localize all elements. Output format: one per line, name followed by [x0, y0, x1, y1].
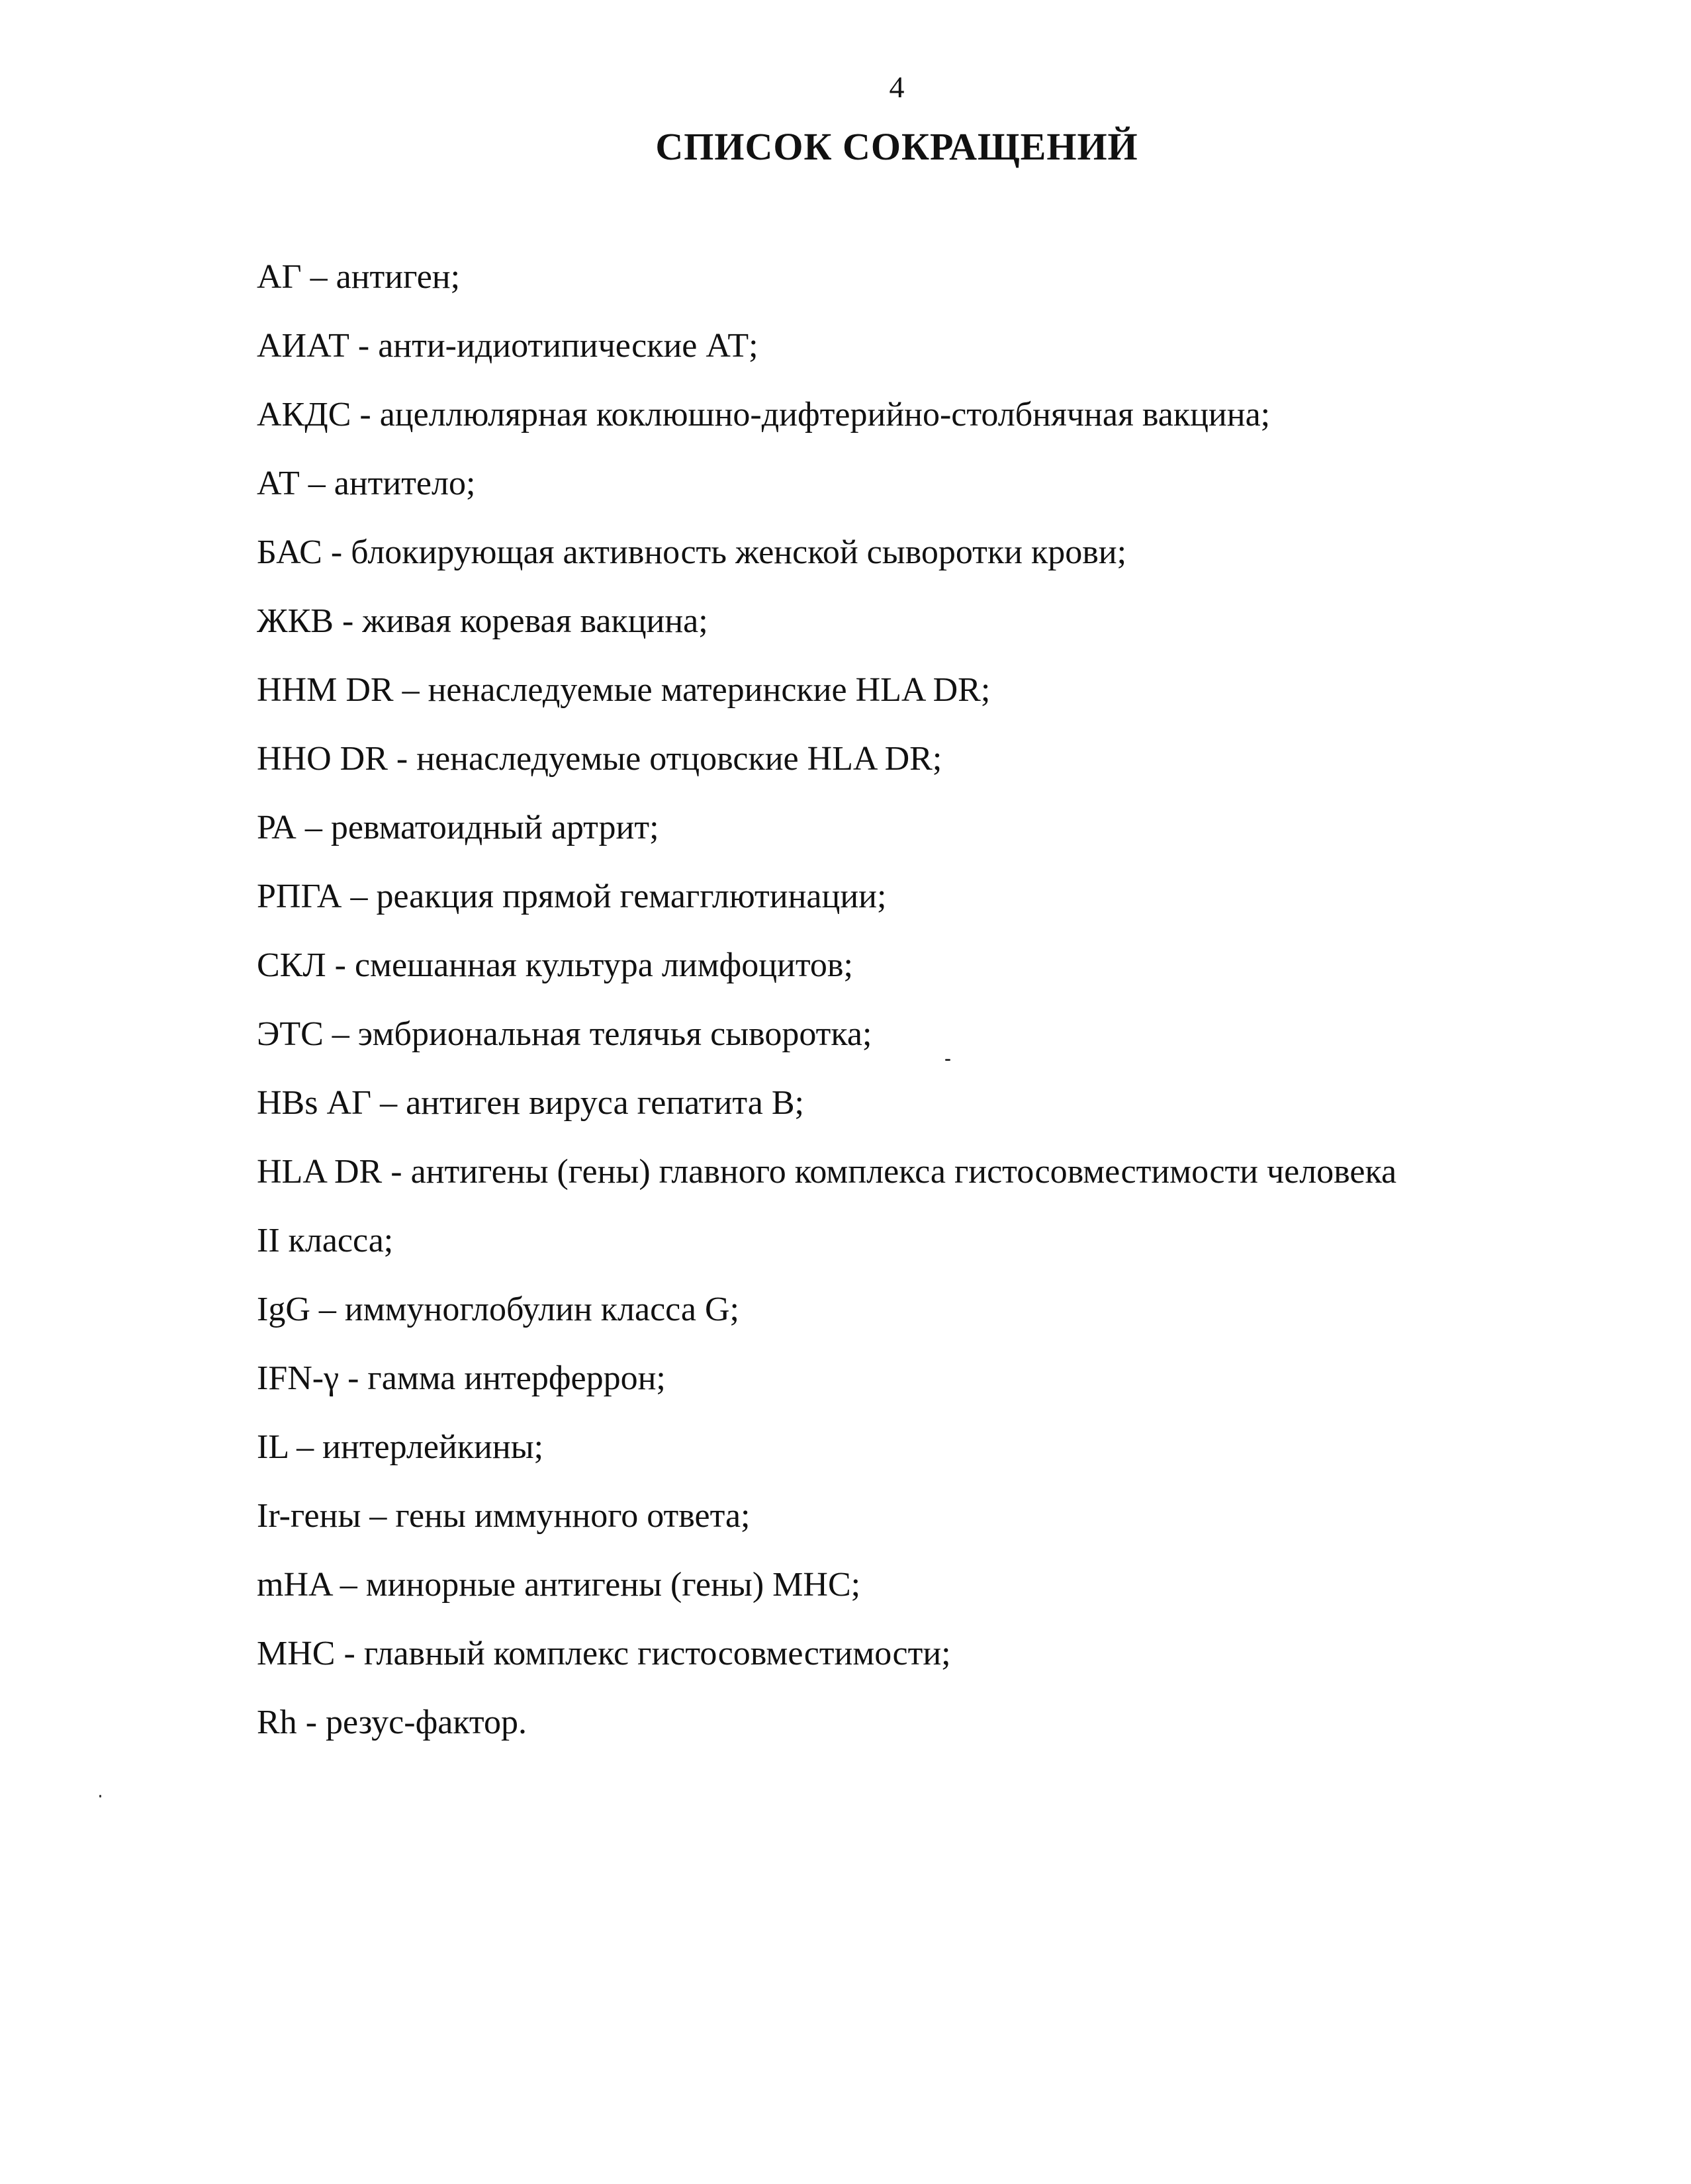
abbreviation-entry	[257, 461, 1647, 529]
abbreviation-term: МНС	[257, 1635, 336, 1672]
abbreviation-definition: антитело;	[334, 465, 476, 502]
abbreviation-definition: живая коревая вакцина;	[362, 602, 708, 640]
page-title: СПИСОК СОКРАЩЕНИЙ	[655, 125, 1138, 168]
abbreviation-separator: –	[331, 1566, 366, 1604]
abbreviation-definition: резус-фактор.	[326, 1704, 527, 1741]
abbreviation-entry	[257, 667, 1647, 736]
abbreviation-separator: -	[349, 327, 379, 365]
abbreviation-entry	[257, 1493, 1647, 1562]
scan-speck	[945, 1059, 950, 1061]
abbreviation-entry	[257, 874, 1647, 942]
abbreviation-separator: -	[297, 1704, 326, 1741]
abbreviation-definition: гены иммунного ответа;	[395, 1497, 751, 1535]
abbreviation-term: ЖКВ	[257, 602, 334, 640]
abbreviation-entry	[257, 1149, 1647, 1218]
abbreviation-definition: анти-идиотипические АТ;	[378, 327, 758, 365]
abbreviation-separator: –	[361, 1497, 396, 1535]
abbreviation-list	[257, 254, 1647, 1768]
abbreviation-separator: –	[371, 1084, 406, 1122]
abbreviation-separator: –	[323, 1015, 358, 1053]
abbreviation-separator: -	[335, 1635, 364, 1672]
abbreviation-term: БАС	[257, 533, 322, 571]
abbreviation-definition: II класса;	[257, 1222, 394, 1259]
abbreviation-definition: реакция прямой гемагглютинации;	[376, 878, 887, 915]
abbreviation-definition: ревматоидный артрит;	[330, 809, 659, 846]
abbreviation-entry	[257, 1011, 1647, 1080]
abbreviation-term: Rh	[257, 1704, 297, 1741]
abbreviation-entry	[257, 736, 1647, 805]
abbreviation-entry	[257, 1424, 1647, 1493]
abbreviation-definition: смешанная культура лимфоцитов;	[354, 946, 853, 984]
abbreviation-definition: ненаследуемые отцовские HLA DR;	[416, 740, 942, 778]
abbreviation-term: РА	[257, 809, 297, 846]
abbreviation-separator: –	[296, 809, 331, 846]
abbreviation-term: АКДС	[257, 396, 351, 433]
abbreviation-entry	[257, 1287, 1647, 1355]
abbreviation-definition: ненаследуемые материнские HLA DR;	[428, 671, 991, 709]
scan-speck	[99, 1795, 101, 1797]
abbreviation-term: IL	[257, 1428, 289, 1466]
abbreviation-entry	[257, 392, 1647, 461]
abbreviation-term: Ir-гены	[257, 1497, 361, 1535]
abbreviation-entry	[257, 254, 1647, 323]
abbreviation-definition: антиген;	[336, 258, 461, 296]
abbreviation-separator: –	[342, 878, 377, 915]
abbreviation-separator: -	[382, 1153, 411, 1191]
abbreviation-definition: минорные антигены (гены) МНС;	[365, 1566, 861, 1604]
abbreviation-separator: –	[288, 1428, 323, 1466]
abbreviation-separator: -	[333, 602, 363, 640]
abbreviation-term: HBs АГ	[257, 1084, 372, 1122]
abbreviation-separator: -	[326, 946, 355, 984]
abbreviation-term: ННМ DR	[257, 671, 394, 709]
abbreviation-term: АИАТ	[257, 327, 349, 365]
abbreviation-entry	[257, 1631, 1647, 1700]
abbreviation-definition: интерлейкины;	[322, 1428, 544, 1466]
abbreviation-term: АТ	[257, 465, 300, 502]
abbreviation-term: IgG	[257, 1291, 310, 1328]
abbreviation-entry	[257, 529, 1647, 598]
abbreviation-entry	[257, 1080, 1647, 1149]
abbreviation-entry	[257, 1355, 1647, 1424]
abbreviation-definition: антигены (гены) главного комплекса гистосовместимости человека	[410, 1153, 1397, 1191]
abbreviation-separator: -	[387, 740, 417, 778]
abbreviation-definition: эмбриональная телячья сыворотка;	[357, 1015, 872, 1053]
abbreviation-term: ЭТС	[257, 1015, 324, 1053]
abbreviation-term: ННО DR	[257, 740, 388, 778]
abbreviation-entry	[257, 942, 1647, 1011]
abbreviation-entry	[257, 1700, 1647, 1768]
abbreviation-definition: ацеллюлярная коклюшно-дифтерийно-столбнячная вакцина;	[379, 396, 1271, 433]
abbreviation-term: РПГА	[257, 878, 342, 915]
abbreviation-entry-continuation	[257, 1218, 1647, 1287]
abbreviation-separator: -	[322, 533, 351, 571]
abbreviation-separator: –	[393, 671, 428, 709]
abbreviation-separator: –	[299, 465, 334, 502]
abbreviation-term: IFN-γ	[257, 1359, 340, 1397]
abbreviation-separator: -	[339, 1359, 368, 1397]
abbreviation-entry	[257, 1562, 1647, 1631]
abbreviation-definition: гамма интерферрон;	[367, 1359, 666, 1397]
abbreviation-term: mHA	[257, 1566, 332, 1604]
abbreviation-term: HLA DR	[257, 1153, 383, 1191]
abbreviation-definition: блокирующая активность женской сыворотки крови;	[351, 533, 1127, 571]
abbreviation-entry	[257, 323, 1647, 392]
abbreviation-entry	[257, 598, 1647, 667]
abbreviation-definition: иммуноглобулин класса G;	[344, 1291, 739, 1328]
abbreviation-separator: –	[301, 258, 336, 296]
abbreviation-definition: главный комплекс гистосовместимости;	[363, 1635, 951, 1672]
abbreviation-entry	[257, 805, 1647, 874]
abbreviation-term: АГ	[257, 258, 302, 296]
abbreviation-separator: -	[351, 396, 380, 433]
abbreviation-definition: антиген вируса гепатита В;	[406, 1084, 805, 1122]
abbreviation-separator: –	[310, 1291, 345, 1328]
page-number: 4	[889, 70, 905, 104]
abbreviation-term: СКЛ	[257, 946, 326, 984]
